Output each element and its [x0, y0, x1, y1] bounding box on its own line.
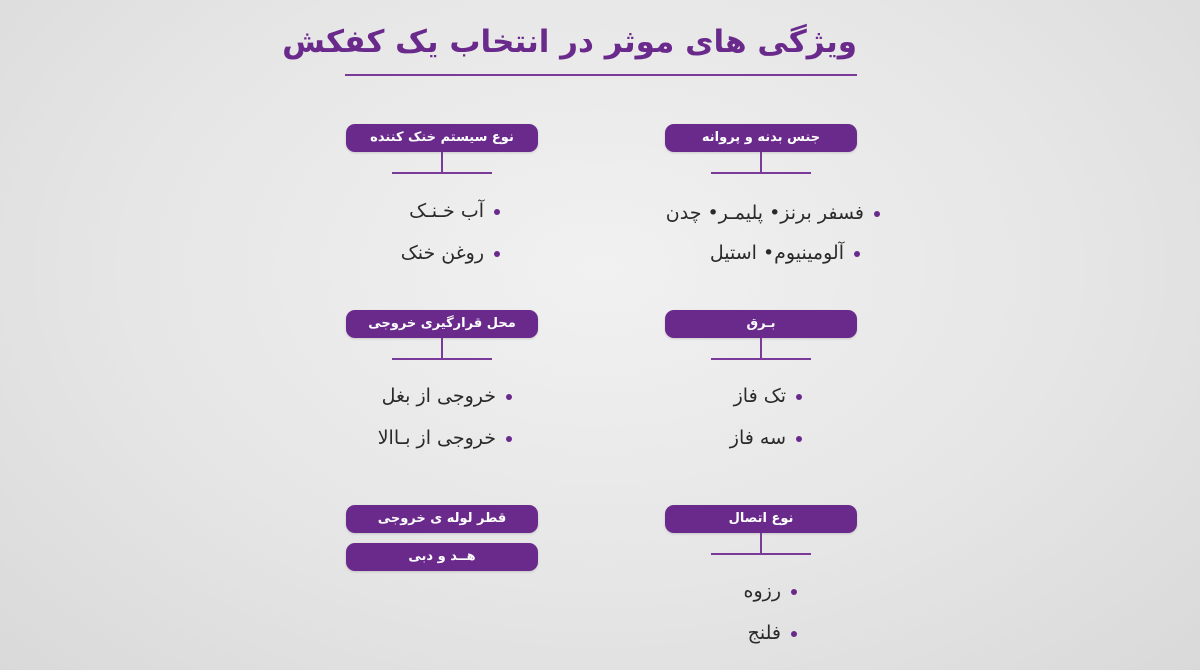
pill-electricity: بـرق [665, 310, 857, 338]
bullet-icon [854, 251, 860, 257]
list-item: سه فاز [660, 423, 802, 453]
connector-rule [711, 172, 811, 174]
list-item: فسفر برنز• پلیمـر• چدن [620, 198, 880, 228]
connector-rule [711, 358, 811, 360]
bullet-icon [506, 436, 512, 442]
connector-stem [760, 338, 762, 358]
list-item: آلومینیوم• استیل [620, 238, 860, 268]
bullet-icon [494, 209, 500, 215]
bullet-icon [874, 211, 880, 217]
pill-outlet-location: محل قرارگیری خروجی [346, 310, 538, 338]
pill-head-and-flow: هــد و دبی [346, 543, 538, 571]
page-title: ویژگی های موثر در انتخاب یک کفکش [282, 24, 857, 60]
connector-stem [760, 533, 762, 553]
pill-connection-type: نوع اتصال [665, 505, 857, 533]
bullet-icon [796, 436, 802, 442]
pill-body-material: جنس بدنه و پروانه [665, 124, 857, 152]
title-underline [345, 74, 857, 76]
list-item: تک فاز [660, 381, 802, 411]
connector-stem [760, 152, 762, 172]
connector-rule [392, 172, 492, 174]
connector-rule [711, 553, 811, 555]
pill-cooling-system: نوع سیستم خنک کننده [346, 124, 538, 152]
list-item: آب خـنـک [340, 196, 500, 226]
bullet-icon [494, 251, 500, 257]
list-item: فلنج [680, 618, 797, 648]
list-item: روغن خنک [340, 238, 500, 268]
bullet-icon [791, 631, 797, 637]
list-item: خروجی از بـاالا [340, 423, 512, 453]
pill-outlet-pipe-diameter: قطر لوله ی خروجی [346, 505, 538, 533]
bullet-icon [506, 394, 512, 400]
list-item: رزوه [680, 576, 797, 606]
list-item: خروجی از بغل [340, 381, 512, 411]
bullet-icon [796, 394, 802, 400]
bullet-icon [791, 589, 797, 595]
connector-stem [441, 152, 443, 172]
connector-rule [392, 358, 492, 360]
connector-stem [441, 338, 443, 358]
